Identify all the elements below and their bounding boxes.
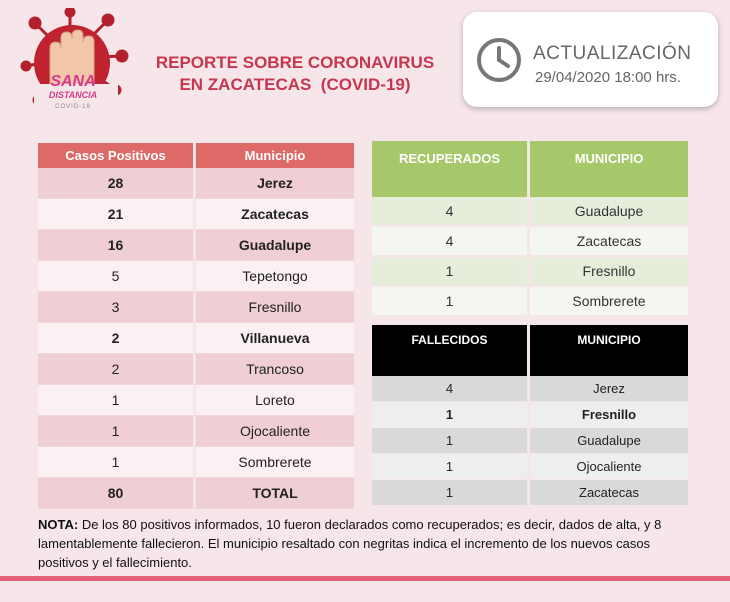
positivos-table	[38, 143, 354, 509]
positivos-cases-cell: 2	[38, 354, 193, 385]
positivos-row	[38, 261, 354, 292]
positivos-municipio-cell: Sombrerete	[193, 447, 354, 478]
update-datetime: 29/04/2020 18:00 hrs.	[535, 69, 681, 86]
recuperados-cases-cell: 1	[372, 257, 527, 287]
fallecidos-cases-cell: 4	[372, 376, 527, 402]
positivos-cases-cell: 1	[38, 447, 193, 478]
positivos-municipio-cell: Zacatecas	[193, 199, 354, 230]
fallecidos-header-row	[372, 325, 688, 376]
positivos-row	[38, 478, 354, 509]
note-text: De los 80 positivos informados, 10 fueron declarados como recuperados; es decir, dados de alta, y 8 lamentablemente fallecieron. El municipio resaltado con negritas indica el incremento de los nuevos casos positivos y el fallecimiento.	[38, 517, 662, 570]
note-label: NOTA:	[38, 517, 79, 532]
positivos-municipio-cell: Tepetongo	[193, 261, 354, 292]
fallecidos-municipio-cell: Jerez	[527, 376, 688, 402]
positivos-cases-cell: 28	[38, 168, 193, 199]
recuperados-row	[372, 197, 688, 227]
positivos-row	[38, 354, 354, 385]
fallecidos-cases-cell: 1	[372, 454, 527, 480]
report-title	[150, 52, 440, 96]
recuperados-municipio-cell: Sombrerete	[527, 287, 688, 317]
fallecidos-body	[372, 376, 688, 506]
positivos-row	[38, 447, 354, 478]
recuperados-municipio-cell: Guadalupe	[527, 197, 688, 227]
note-paragraph	[38, 515, 698, 572]
positivos-municipio-cell: Trancoso	[193, 354, 354, 385]
sana-distancia-logo	[20, 8, 130, 126]
fallecidos-municipio-cell: Guadalupe	[527, 428, 688, 454]
positivos-col-cases: Casos Positivos	[38, 143, 193, 168]
positivos-col-municipio: Municipio	[193, 143, 354, 168]
fallecidos-cases-cell: 1	[372, 428, 527, 454]
title-line-1: REPORTE SOBRE CORONAVIRUS	[155, 53, 435, 72]
positivos-row	[38, 323, 354, 354]
positivos-municipio-cell: Guadalupe	[193, 230, 354, 261]
recuperados-col-municipio: MUNICIPIO	[527, 141, 688, 197]
positivos-header-row	[38, 143, 354, 168]
fallecidos-cases-cell: 1	[372, 402, 527, 428]
fallecidos-row	[372, 480, 688, 506]
positivos-row	[38, 385, 354, 416]
fallecidos-row	[372, 428, 688, 454]
bottom-divider	[0, 576, 730, 581]
recuperados-table	[372, 141, 688, 317]
update-label: ACTUALIZACIÓN	[533, 43, 692, 64]
positivos-cases-cell: 3	[38, 292, 193, 323]
positivos-cases-cell: 21	[38, 199, 193, 230]
positivos-cases-cell: 16	[38, 230, 193, 261]
positivos-cases-cell: 2	[38, 323, 193, 354]
recuperados-cases-cell: 4	[372, 197, 527, 227]
logo-text-distancia: DISTANCIA	[48, 90, 98, 100]
recuperados-col-cases: RECUPERADOS	[372, 141, 527, 197]
positivos-row	[38, 416, 354, 447]
positivos-cases-cell: 1	[38, 385, 193, 416]
fallecidos-municipio-cell: Ojocaliente	[527, 454, 688, 480]
positivos-row	[38, 168, 354, 199]
fallecidos-row	[372, 402, 688, 428]
positivos-cases-cell: 5	[38, 261, 193, 292]
title-line-2: EN ZACATECAS (COVID-19)	[179, 75, 411, 94]
positivos-municipio-cell: TOTAL	[193, 478, 354, 509]
clock-icon	[475, 36, 523, 84]
positivos-municipio-cell: Fresnillo	[193, 292, 354, 323]
recuperados-municipio-cell: Fresnillo	[527, 257, 688, 287]
recuperados-row	[372, 257, 688, 287]
fallecidos-col-cases: FALLECIDOS	[372, 325, 527, 376]
positivos-cases-cell: 1	[38, 416, 193, 447]
logo-text-covid: COVID-19	[55, 104, 91, 110]
fallecidos-row	[372, 454, 688, 480]
positivos-municipio-cell: Villanueva	[193, 323, 354, 354]
recuperados-row	[372, 227, 688, 257]
positivos-municipio-cell: Ojocaliente	[193, 416, 354, 447]
logo-text-sana: SANA	[50, 73, 96, 90]
recuperados-header-row	[372, 141, 688, 197]
update-box	[463, 12, 718, 107]
recuperados-body	[372, 197, 688, 317]
recuperados-municipio-cell: Zacatecas	[527, 227, 688, 257]
fallecidos-municipio-cell: Fresnillo	[527, 402, 688, 428]
fallecidos-municipio-cell: Zacatecas	[527, 480, 688, 506]
fallecidos-table	[372, 325, 688, 506]
recuperados-cases-cell: 4	[372, 227, 527, 257]
positivos-row	[38, 230, 354, 261]
positivos-municipio-cell: Jerez	[193, 168, 354, 199]
positivos-row	[38, 292, 354, 323]
fallecidos-row	[372, 376, 688, 402]
positivos-row	[38, 199, 354, 230]
recuperados-cases-cell: 1	[372, 287, 527, 317]
positivos-body	[38, 168, 354, 509]
recuperados-row	[372, 287, 688, 317]
fallecidos-col-municipio: MUNICIPIO	[527, 325, 688, 376]
fallecidos-cases-cell: 1	[372, 480, 527, 506]
positivos-municipio-cell: Loreto	[193, 385, 354, 416]
positivos-cases-cell: 80	[38, 478, 193, 509]
